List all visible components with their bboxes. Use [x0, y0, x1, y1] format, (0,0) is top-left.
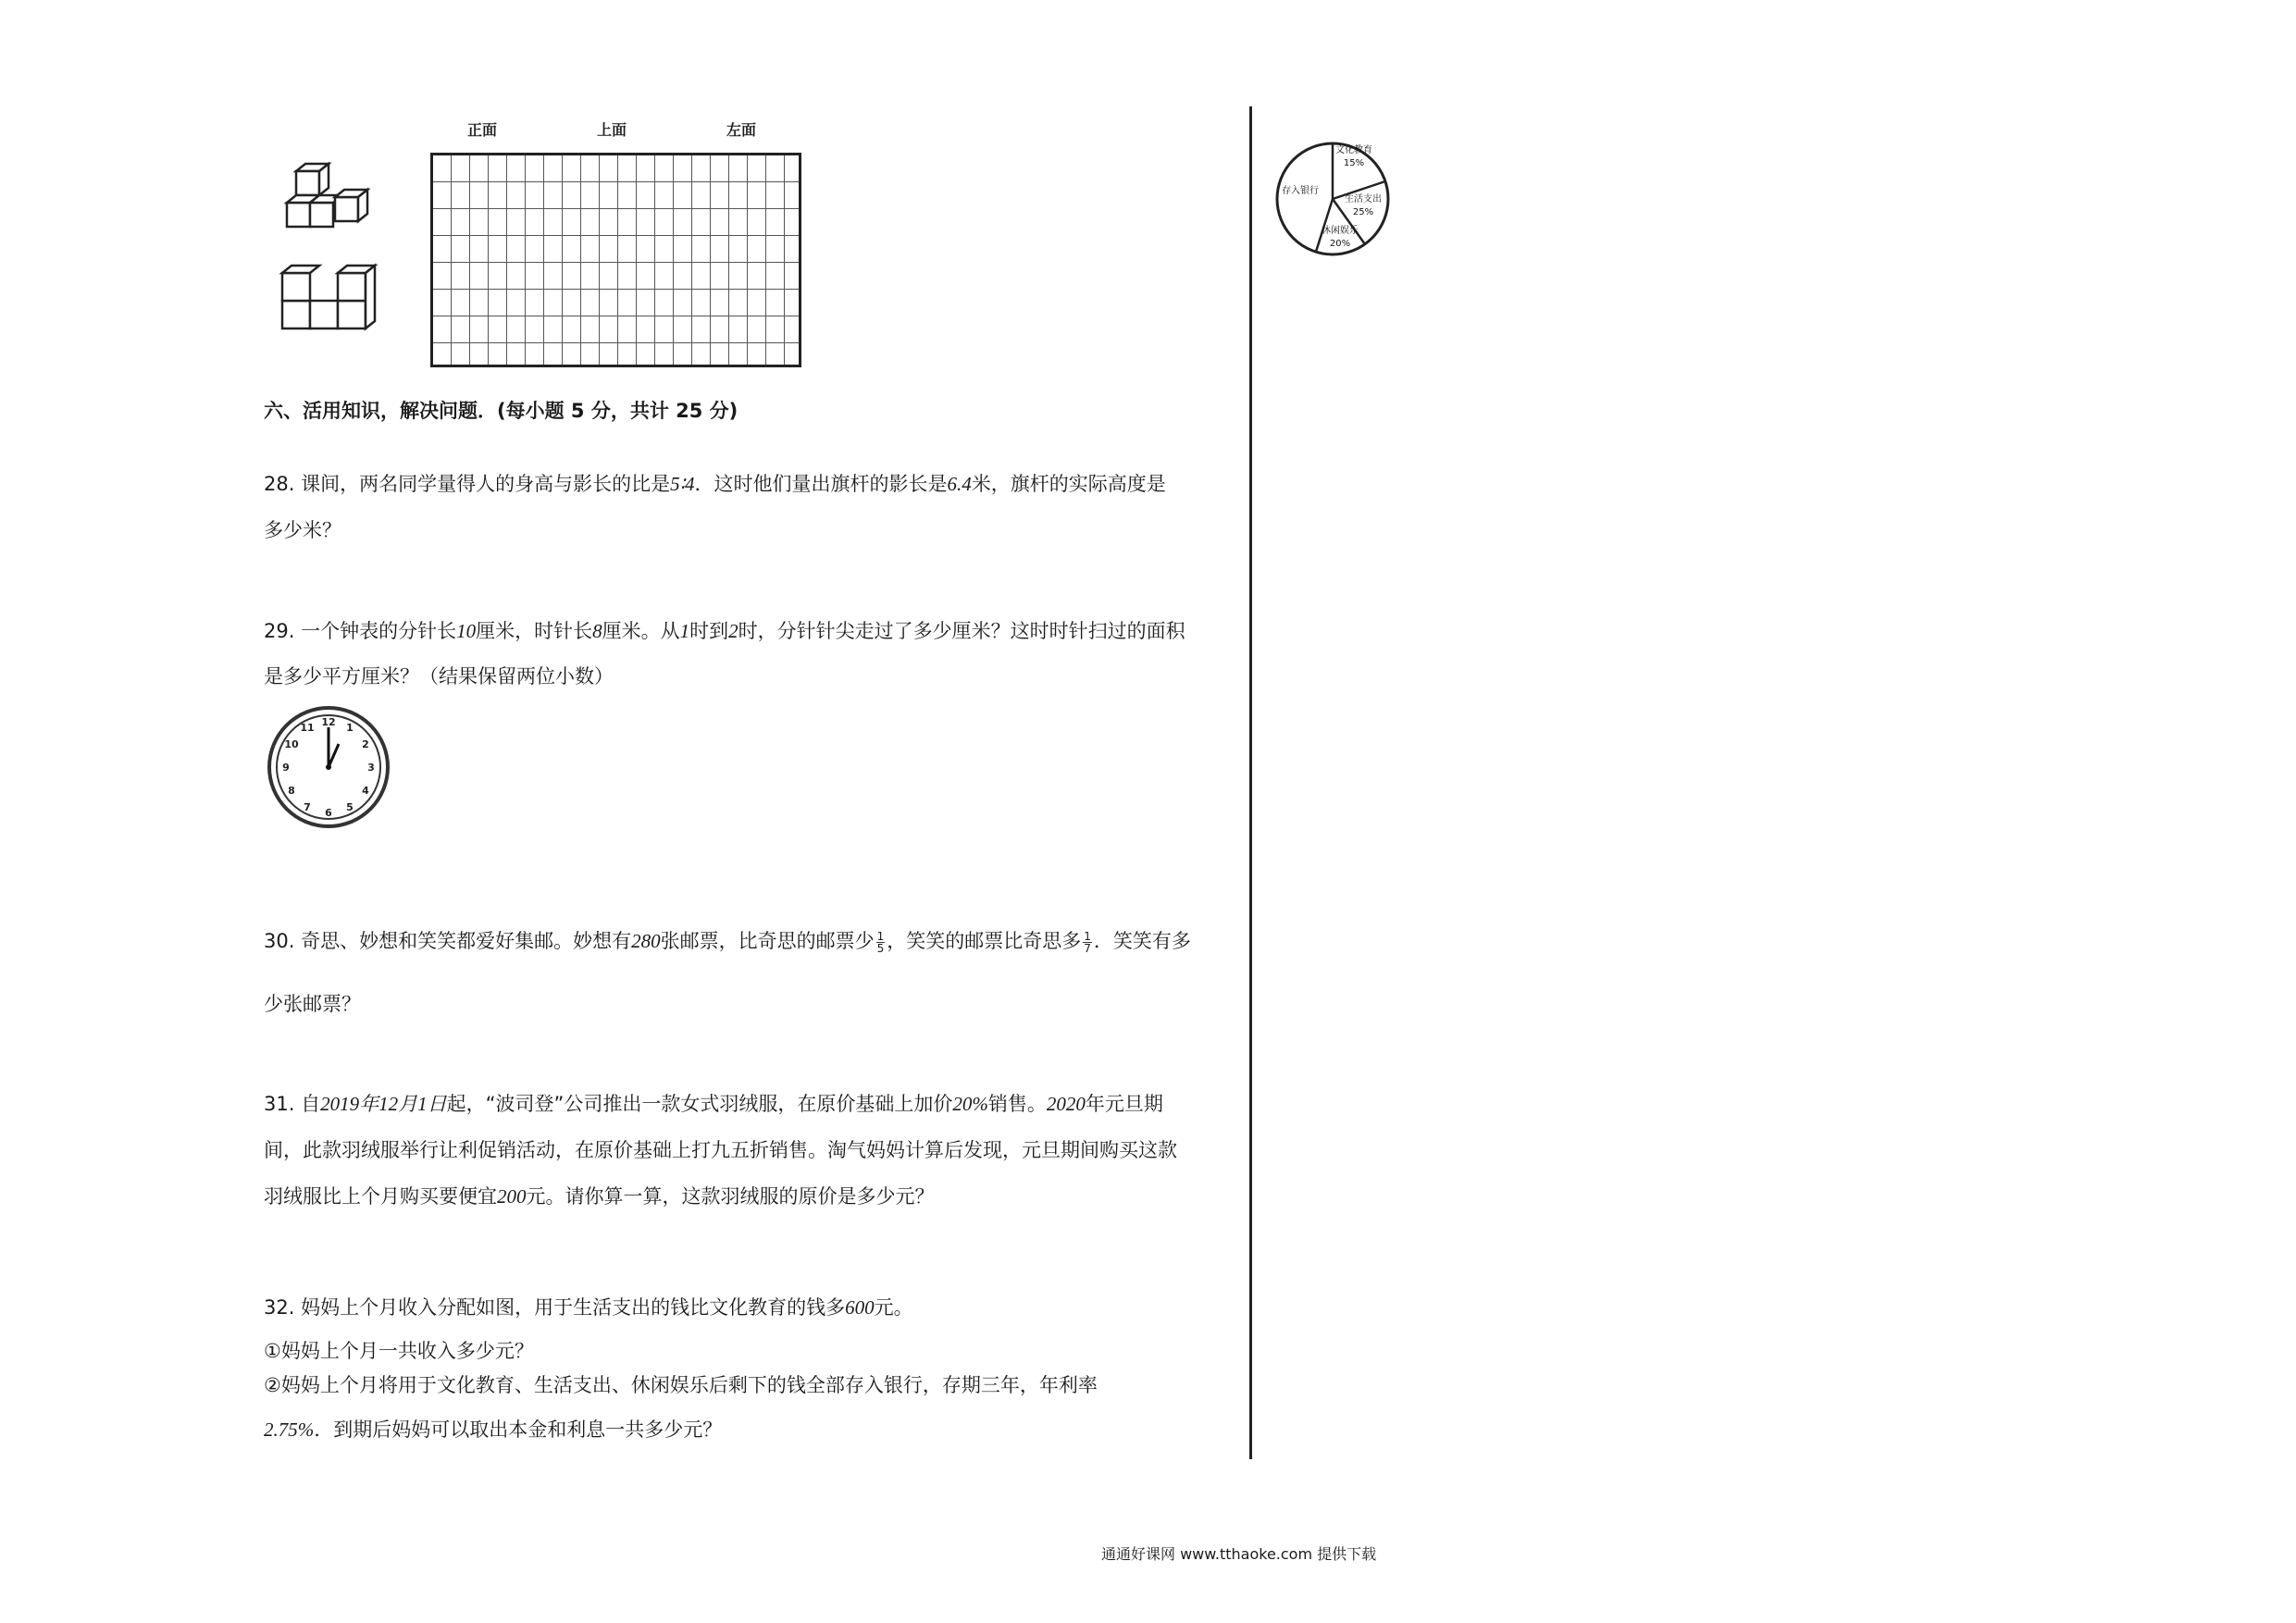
front-view-label: 正面: [467, 121, 498, 139]
clock-num-12: 12: [321, 716, 336, 728]
question-30: 30. 奇思、妙想和笑笑都爱好集邮。妙想有280张邮票，比奇思的邮票少 $\frac{1}{5}$ ，笑笑的邮票比奇思多 $\frac{1}{7}$ ．笑笑有多: [264, 929, 1191, 955]
clock-num-11: 11: [300, 722, 315, 734]
question-32-sub1: ①妈妈上个月一共收入多少元？: [264, 1340, 534, 1362]
drawing-grid[interactable]: [430, 153, 801, 367]
clock-num-6: 6: [325, 807, 332, 819]
clock-num-8: 8: [288, 785, 295, 797]
top-view-label: 上面: [597, 121, 627, 139]
clock-num-9: 9: [282, 762, 290, 774]
fraction-one-seventh: $\frac{1}{7}$: [1084, 929, 1091, 955]
footer-credit: 通通好课网 www.tthaoke.com 提供下载: [1101, 1545, 1377, 1563]
question-31: 31. 自2019年12月1日起，“波司登”公司推出一款女式羽绒服，在原价基础上加价20%销售。2020年元旦期: [264, 1093, 1163, 1115]
question-29-line2: 是多少平方厘米？（结果保留两位小数）: [264, 665, 614, 688]
pie-label-bank: 存入银行: [1282, 186, 1319, 196]
question-28-line2: 多少米？: [264, 519, 341, 541]
left-view-label: 左面: [726, 121, 757, 139]
question-28: 28. 课间，两名同学量得人的身高与影长的比是5∶4．这时他们量出旗杆的影长是6.4米，旗杆的实际高度是: [264, 473, 1166, 495]
question-32-sub2: ②妈妈上个月将用于文化教育、生活支出、休闲娱乐后剩下的钱全部存入银行，存期三年，年利率: [264, 1374, 1098, 1396]
clock-num-5: 5: [346, 801, 354, 813]
clock-num-7: 7: [304, 801, 311, 813]
income-pie-chart: [1272, 120, 1393, 278]
question-29: 29. 一个钟表的分针长10厘米，时针长8厘米。从1时到2时，分针针尖走过了多少厘米？这时时针扫过的面积: [264, 620, 1185, 642]
clock-num-2: 2: [362, 738, 369, 750]
section-six-title: 六、活用知识，解决问题．(每小题 5 分，共计 25 分): [264, 400, 738, 422]
clock-num-10: 10: [284, 738, 299, 750]
clock-num-3: 3: [367, 762, 375, 774]
pie-value-culture: 15%: [1343, 158, 1365, 168]
pie-label-leisure: 休闲娱乐: [1322, 226, 1359, 236]
question-30-line2: 少张邮票？: [264, 993, 361, 1015]
column-divider: [1249, 106, 1252, 1459]
question-31-line2: 间，此款羽绒服举行让利促销活动，在原价基础上打九五折销售。淘气妈妈计算后发现，元旦期间购买这款: [264, 1139, 1177, 1161]
cube-stack-figure: [278, 162, 393, 356]
fraction-one-fifth: $\frac{1}{5}$: [876, 929, 885, 955]
question-32-sub2-line2: 2.75%．到期后妈妈可以取出本金和利息一共多少元？: [264, 1419, 723, 1441]
question-31-line3: 羽绒服比上个月购买要便宜200元。请你算一算，这款羽绒服的原价是多少元？: [264, 1185, 935, 1208]
pie-value-leisure: 20%: [1329, 239, 1351, 249]
pie-label-culture: 文化教育: [1335, 145, 1372, 155]
clock-figure: [267, 705, 391, 830]
clock-num-1: 1: [346, 722, 354, 734]
question-32: 32. 妈妈上个月收入分配如图，用于生活支出的钱比文化教育的钱多600元。: [264, 1296, 913, 1319]
clock-num-4: 4: [362, 785, 369, 797]
pie-label-living: 生活支出: [1345, 194, 1382, 204]
pie-value-living: 25%: [1352, 207, 1374, 217]
